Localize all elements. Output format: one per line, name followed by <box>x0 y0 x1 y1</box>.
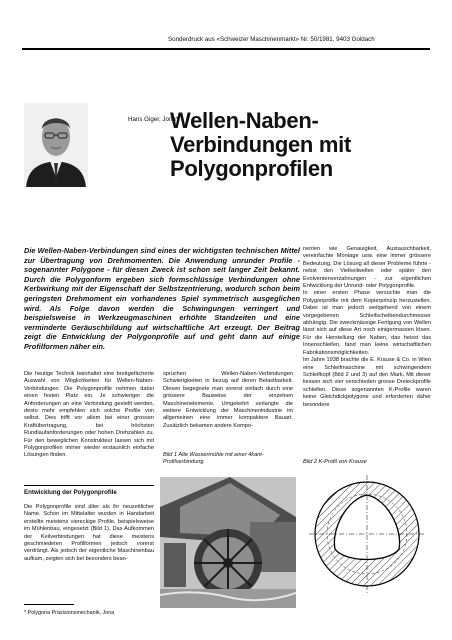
figure-1-caption: Bild 1 Alte Wassermühle mit einer 4kant-Profilverbindung <box>163 452 264 466</box>
author-photo <box>24 103 88 187</box>
title-line-1: Wellen-Naben- <box>170 108 319 133</box>
column-2-text <box>163 371 293 430</box>
lead-paragraph: Die Wellen-Naben-Verbindungen sind eines der wichtigsten technischen Mittel zur Übertragung von Drehmomenten. Die Anwendung unrunder Profile - sogenannter Polygone - für diesen Zweck ist schon seit langer Zeit bekannt. Durch die Polygonform ergeben sich formschlüssige Verbindungen ohne Kerbwirkung mit der Eigenschaft der Selbstzentrierung, wodurch schon beim geringsten Drehmoment ein vorhandenes Spiel symmetrisch ausgeglichen wird. Als Folge davon werden die Schwingungen verringert und beispielsweise in Werkzeugmaschinen erhöhte Standzeiten und eine verminderte Geräuschbildung auf wirtschaftliche Art erzeugt. Der Beitrag zeigt die Entwicklung der Polygonprofile auf und geht dann auf einige Profilformen näher ein. <box>24 246 300 351</box>
footnote: * Polygona Präzisionsmechanik, Jona <box>24 610 115 616</box>
figure-2-k-profile-drawing <box>303 469 431 599</box>
column-1-history <box>24 504 154 563</box>
header-rule <box>22 48 430 50</box>
section-rule <box>24 485 154 486</box>
title-line-2: Verbindungen mit <box>170 132 351 157</box>
right-paragraph-1: nenten wie Genauigkeit, Austauschbarkeit, vereinfachte Montage usw. eine immer grössere Bedeutung. Die Lösung all dieser Probleme führte - nebst den Vielkeilwellen oder später den Evolventenverzahnungen - zur eigentlichen Entwicklung der Unrund- oder Polygonprofile. <box>303 246 431 290</box>
figure-2-caption: Bild 2 K-Profil von Krause <box>303 459 367 465</box>
right-paragraph-2: In einer ersten Phase versuchte man die Polygonprofile mit dem Kopierprinzip herzustellen. Dabei ist man jedoch weitgehend von einem vorgegebenen Schleifscheibendurchmesser abhängig. Die zweckmässige Fertigung von Wellen lässt sich auf diese Art noch einigermassen lösen. Für die Herstellung der Naben, das heisst das Innenschleifen, fand man keine wirtschaftlichen Fabrikationsmöglichkeiten. <box>303 290 431 356</box>
article-title <box>170 109 351 181</box>
column-2-paragraph: sprüchen Wellen-Naben-Verbindungen Schwierigkeiten in bezug auf deren Belastbarkeit. Diesen begegnete man vorerst einfach durch eine grössere Bauweise der einzelnen Maschinenelemente. Umgekehrt verlangte die weitere Entwicklung der Maschinenindustrie im allgemeinen eine immer kompaktere Bauart. Zusätzlich bekamen andere Kompo- <box>163 371 293 429</box>
author-name: Hans Giger, Jona* <box>128 116 179 123</box>
section-heading: Entwicklung der Polygonprofile <box>24 489 117 496</box>
reprint-line: Sonderdruck aus «Schweizer Maschinenmarkt» Nr. 50/1981, 9403 Goldach <box>168 36 375 43</box>
intro-paragraph: Die heutige Technik beinhaltet eine breitgefächerte Auswahl von Möglichkeiten für Wellen-Naben-Verbindungen. Die Polygonprofile nehmen dabei einen festen Platz ein. Je schwieriger die Anforderungen an eine Verbindung gestellt werden, desto mehr empfehlen sich solche Profile von selbst. Dies trifft vor allem bei einer grossen Kraftübertragung, bei höchsten Rundlaufanforderungen oder hohen Drehzahlen zu. Für den beweglichen Konstrukteur lassen sich mit Polygonprofilen immer wieder erstaunlich einfache Lösungen finden. <box>24 371 154 459</box>
right-column <box>303 246 431 409</box>
author-portrait <box>24 103 88 187</box>
title-line-3: Polygonprofilen <box>170 156 333 181</box>
history-paragraph: Die Polygonprofile sind älter als ihr neuzeitlicher Name. Schon im Mittelalter wurden in Handarbeit erstellte meistens viereckige Profile, beispielsweise im Mühlenbau, eingesetzt (Bild 1). Das Aufkommen der Keilverbindungen hat diese meistens geschmiedeten Profilformen jedoch vorerst verdrängt. Als jedoch der eigentliche Maschinenbau aufkam, zeigten sich bei besonders bean- <box>24 504 154 562</box>
right-paragraph-3: Im Jahre 1938 brachte die E. Krause & Co. in Wien eine Schleifmaschine mit schwingendem Schleifkopf (Bild 2 und 3) auf den Mark. Mit dieser liessen sich vier verschieden grosse Dreieckprofile schleifen. Diese sogenannten K-Profile waren keine Gleichdickpolygone und erforderten daher besondere <box>303 357 431 408</box>
column-1-intro <box>24 371 154 460</box>
footnote-rule <box>24 604 74 605</box>
figure-1-watermill-photo <box>160 477 296 608</box>
